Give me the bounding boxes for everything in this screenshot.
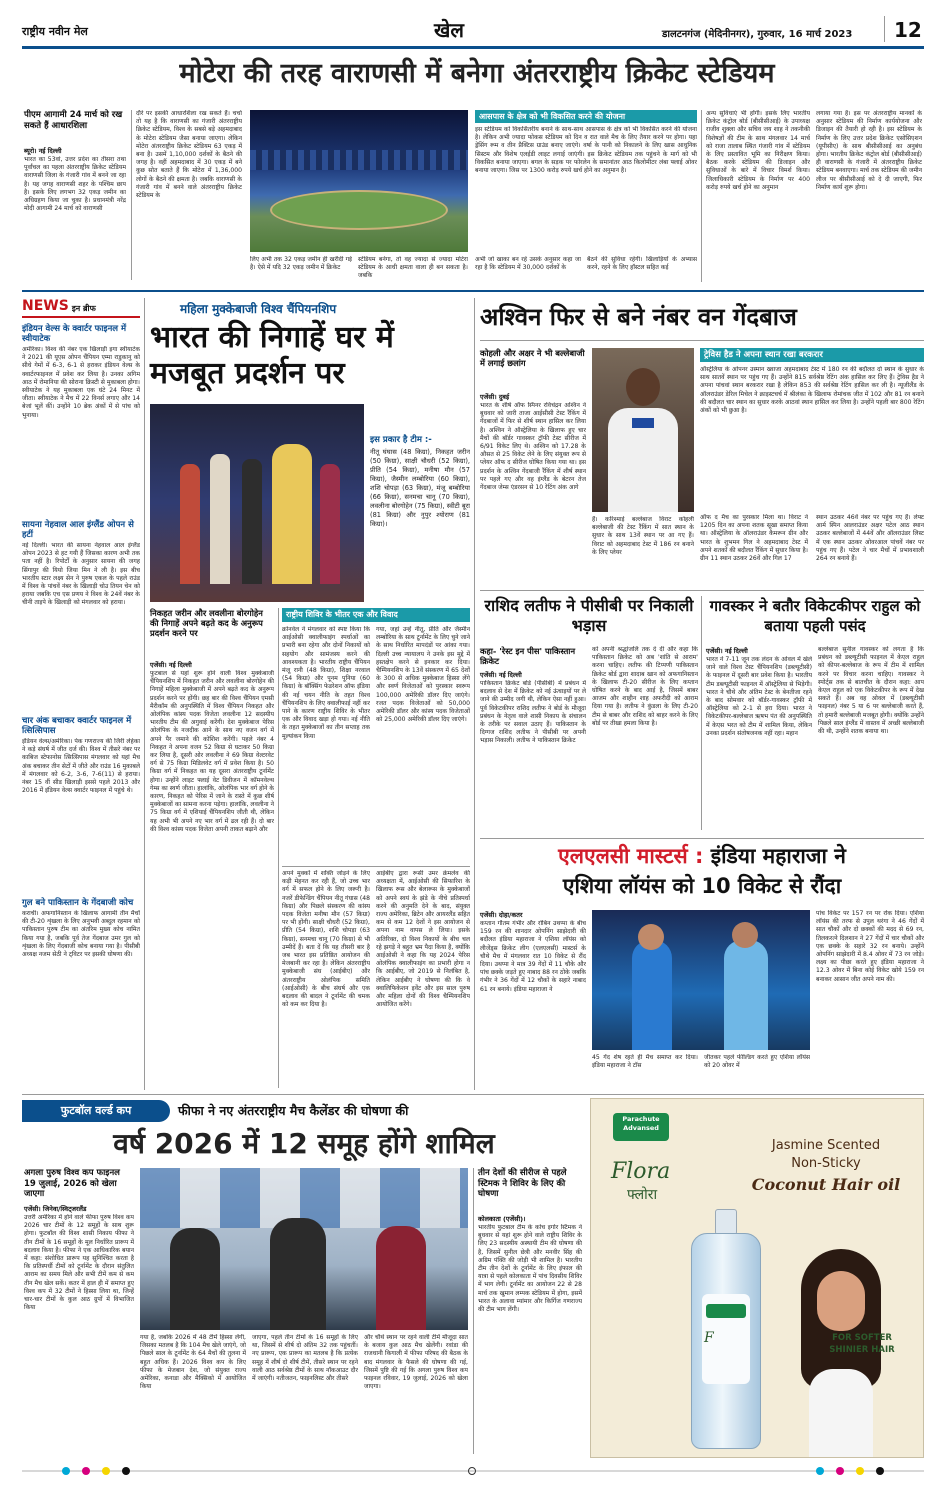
ad-tagline-2: SHINIER HAIR	[829, 1345, 895, 1355]
brief-title-3: चार अंक बचाकर क्वार्टर फाइनल में त्सित्सिपास	[22, 716, 132, 736]
rashid-headline: राशिद लतीफ ने पीसीबी पर निकाली भड़ास	[484, 596, 694, 635]
gavaskar-col-1: भारत ने 7-11 जून तक लंदन के ओवल में खेले जाने वाले विश्व टेस्ट चैंपियनशिप (डब्ल्यूटीसी) के फाइनल में दूसरी बार प्रवेश किया है। भारतीय टीम डब्ल्यूटीसी फाइनल में ऑस्ट्रेलिया से भिड़ेगी। भारत ने चौथे और अंतिम टेस्ट के बेनतीजा रहने के बाद सोमवार को बॉर्डर-गावस्कर ट्रॉफी में ऑस्ट्रेलिया को 2-1 से हरा दिया। भारत ने विकेटकीपर-बल्लेबाज ऋषभ पंत की अनुपस्थिति में केएस भरत को टीम में शामिल किया, लेकिन उनका प्रदर्शन संतोषजनक नहीं रहा। महान	[706, 656, 812, 737]
lead-col-8: लगाया गया है। इस पर अंतरराष्ट्रीय मानकों के अनुसार स्टेडियम की निर्माण कार्ययोजना और डिजाइन की तैयारी हो रही है। इस स्टेडियम के निर्माण के लिए उत्तर प्रदेश क्रिकेट एसोसिएशन (यूपीसीए) के साथ बीसीसीआई का अनुबंध होगा। भारतीय क्रिकेट कंट्रोल बोर्ड (बीसीसीआई) ही वाराणसी के गंजारी में अंतरराष्ट्रीय क्रिकेट स्टेडियम बनवाएगा। मार्च तक स्टेडियम की जमीन लीज पर बीसीसीआई को दे दी जाएगी, फिर निर्माण कार्य शुरू होगा।	[816, 110, 922, 191]
llc-headline-red: एलएलसी मास्टर्स :	[558, 844, 704, 868]
lead-col-5: अभी जो खाका बन रहे उसके अनुसार कहा जा रहा है कि स्टेडियम में 30,000 दर्शकों के	[475, 256, 581, 272]
ad-tagline-1: FOR SOFTER	[832, 1333, 892, 1343]
ad-bottle-word-hi: फ्लोरा	[627, 1187, 658, 1203]
brief-title-1: इंडियन वेल्स के क्वार्टर फाइनल में स्वीयाटेक	[22, 324, 127, 344]
football-col-1: उत्तरी अमेरिका में होने वाले फीफा पुरुष विश्व कप 2026 चार टीमों के 12 समूहों के साथ शुरू होगा। फुटबॉल की विश्व शासी निकाय फीफा ने तीन टीमों के 16 समूहों के मूल निर्धारित प्रारूप में बदलाव किया है। फीफा ने एक आधिकारिक बयान में कहा: संशोधित प्रारूप यह सुनिश्चित करता है कि प्रतिस्पर्धी टीमों को टूर्नामेंट के दौरान संतुलित आराम का समय मिले और सभी टीमें कम से कम तीन मैच खेल सकें। कतर में हाल ही में समाप्त हुए विश्व कप में 32 टीमों ने हिस्सा लिया था, जिन्हें चार-चार टीमों के कुल आठ ग्रुपों में विभाजित किया	[24, 1214, 134, 1312]
llc-photo	[592, 910, 810, 1050]
rashid-col-2: को अपनी श्रद्धांजलि तक दे दी और कहा कि पाकिस्तान क्रिकेट को अब 'शांति से आराम' करना चाहिए। लतीफ की टिप्पणी पाकिस्तान क्रिकेट बोर्ड द्वारा शादाब खान को अफगानिस्तान के खिलाफ टी-20 सीरीज के लिए कप्तान घोषित करने के बाद आई है, जिसमें बाबर आजम और शाहीन शाह अफरीदी को आराम दिया गया है। लतीफ ने कुंडला के लिए टी-20 टीम से बाबर और राशिद को बाहर करने के लिए बोर्ड पर तीखा हमला किया है।	[592, 646, 698, 727]
boxing-col-1: फुटबाल से यहां शुरू होने वाली विश्व मुक्केबाजी चैंपियनशिप में निकहत जरीन और लवलीना बोरगोहेन की निगाहें महिला मुक्केबाजी में अपने बढ़ते कद के अनुरूप प्रदर्शन करने पर होंगी। छह बार की विश्व चैंपियन एमसी मैरीकॉम की अनुपस्थिति में विश्व चैंपियन निकहत और ओलंपिक कांस्य पदक विजेता लवलीना 12 सदस्यीय भारतीय टीम की अगुवाई करेंगी। देश मुक्केबाज पेरिस ओलंपिक के नजदीक आने के साथ नए वजन वर्ग में अपने पैर जमाने की कोशिश करेंगी। पहले नंबर 4 निकहत ने अपना वजन 52 किग्रा से घटाकर 50 किग्रा कर लिया है, दूसरी ओर लवलीना ने 69 किग्रा वेल्टरवेट वर्ग से 75 किग्रा मिडिलवेट वर्ग में प्रवेश किया है। 50 किग्रा वर्ग में निकहत का यह दूसरा अंतरराष्ट्रीय टूर्नामेंट होगा। उन्होंने लाइट फ्लाई वेट डिवीजन में कॉमनवेल्थ गेम्स का स्वर्ण जीता। हालांकि, ओलंपिक भार वर्ग होने के कारण, निकहत को पेरिस में जाने के रास्ते में कुछ शीर्ष मुक्केबाजों का सामना करना पड़ेगा। हालांकि, लवलीना ने 75 किग्रा वर्ग में एशियाई चैंपियनशिप जीती थी, लेकिन यह अभी भी अपने नए भार वर्ग में ढल रही हैं। दो बार की विश्व कांस्य पदक विजेता अपनी ताकत बढ़ाने और	[150, 670, 274, 833]
bottle-icon: F	[691, 1233, 761, 1449]
brief-text-4: कराची। अफगानिस्तान के खिलाफ आगामी तीन मैचों की टी-20 शृंखला के लिए अनुभवी अब्दुल रहमान को पाकिस्तान पुरुष टीम का अंतरिम मुख्य कोच नामित किया गया है, जबकि पूर्व तेज गेंदबाज उमर गुल को शृंखला के लिए गेंदबाजी कोच बनाया गया है। पीसीबी अध्यक्ष नजम सेठी ने ट्विटर पर इसकी घोषणा की।	[22, 910, 140, 959]
page-number: 12	[894, 18, 922, 42]
rashid-col-1: पाकिस्तान क्रिकेट बोर्ड (पीसीबी) में प्रबंधन में बदलाव से देश में क्रिकेट को नई ऊंचाइयों पर ले जाने की उम्मीद जगी थी, लेकिन ऐसा नहीं हुआ। पूर्व विकेटकीपर राशिद लतीफ ने बोर्ड के मौजूदा प्रबंधन के नेतृत्व वाले शासी निकाय के संचालन के तरीके पर सवाल उठाए हैं। पाकिस्तान के दिग्गज राशिद लतीफ ने पीसीबी पर अपनी भड़ास निकाली। लतीफ ने पाकिस्तान क्रिकेट	[480, 680, 586, 745]
bottle-cap-icon	[715, 1209, 737, 1235]
head-title: ट्रेविस हैड ने अपना स्थान रखा बरकरार	[700, 348, 924, 362]
football-byline: एजेंसी। जिनेवा/स्विट्जरलैंड	[24, 1205, 87, 1213]
football-kicker: फीफा ने नए अंतरराष्ट्रीय मैच कैलेंडर की घोषणा की	[178, 1103, 409, 1118]
ashwin-byline: एजेंसी। दुबई	[480, 393, 510, 401]
boxing-headline: भारत की निगाहें घर में मजबूत प्रदर्शन पर	[150, 320, 394, 391]
rashid-byline: एजेंसी। नई दिल्ली	[480, 671, 522, 679]
team-title: इस प्रकार है टीम :-	[370, 435, 432, 445]
ashwin-col-4: स्थान उठकर 46वें नंबर पर पहुंच गए हैं। लेफ्ट आर्म स्पिन आलराउंडर अक्षर पटेल आठ स्थान उठकर बल्लेबाजों में 44वें और ऑलराउंडर लिस्ट में एक स्थान उठकर ओवरआल पांचवें नंबर पर पहुंच गए हैं। पटेल ने चार मैचों में प्रभावशाली 264 रन बनाये हैं।	[816, 514, 924, 563]
lead-headline: मोटेरा की तरह वाराणसी में बनेगा अंतरराष्ट्रीय क्रिकेट स्टेडियम	[179, 58, 775, 89]
news-label: NEWS	[22, 298, 69, 314]
ad-line-3: Coconut Hair oil	[751, 1175, 901, 1194]
football-label: फुटबॉल वर्ल्ड कप	[22, 1100, 170, 1122]
brief-text-1: अमेरिका। विश्व की नंबर एक खिलाड़ी इगा स्वीयाटेक ने 2021 की यूएस ओपन चैंपियन एम्मा राडुकानु को सीधे गेमों में 6-3, 6-1 से हराकर इंडियन वेल्स के क्वार्टरफाइनल में प्रवेश कर लिया है। उनका अगिम आठ में रोमानिया की सोराना क्रिस्टी से मुकाबला होगा। स्वीयाटेक ने यह मुकाबला एक घंटे 24 मिनट में जीता। स्वीयाटेक ने मैच में 22 विनर्स लगाए और 14 बेजां भूलें कीं। उन्होंने 10 ब्रेक अंकों में से पांच को भुनाया।	[22, 346, 140, 419]
boxing-sub-headline: निकहत जरीन और लवलीना बोरगोहेन की निगाहें अपने बढ़ते कद के अनुरूप प्रदर्शन करने पर	[150, 608, 263, 639]
ashwin-col-2: हैं। करिश्माई बल्लेबाज विराट कोहली बल्लेबाजी की टेस्ट रैंकिंग में सात स्थान के सुधार के साथ 13वें स्थान पर आ गए हैं। विराट को अहमदाबाद टेस्ट में 186 रन बनाने के लिए प्लेयर	[592, 516, 694, 556]
football-col-3: जाएगा, पहले तीन टीमों के 16 समूहों के लिए था, जिसमें से शीर्ष दो अंतिम 32 तक पहुंचतीं। नए प्रारूप, एक प्रारूप का मतलब है कि प्रत्येक समूह में शीर्ष दो शीर्ष टीमें, तीसरे स्थान पर रहने वाली आठ सर्वश्रेष्ठ टीमों के साथ नॉकआउट दौर में जाएंगी। नतीजतन, फाइनलिस्ट और तीसरे	[252, 1334, 358, 1383]
llc-headline-black: इंडिया महाराजा ने	[710, 844, 846, 868]
lead-col-3: लिए अभी तक 32 एकड़ जमीन ही खरीदी गई है। ऐसे में यदि 32 एकड़ जमीन में क्रिकेट	[250, 256, 352, 272]
team-text: नीतू घंघास (48 किग्रा), निकहत जरीन (50 किग्रा), साक्षी चौधरी (52 किग्रा), प्रीति (54 किग्रा), मनीषा मौन (57 किग्रा), जैस्मीन लम्बोरिया (60 किग्रा), शशि चोपड़ा (63 किग्रा), मंजू बम्बोरिया (66 किग्रा), सनमचा चानू (70 किग्रा), लवलीना बोरगोहेन (75 किग्रा), स्वीटी बूरा (81 किग्रा) और नुपुर श्योराण (81 किग्रा)।	[370, 448, 470, 528]
lead-col-4: स्टेडियम बनेगा, तो वह ज्यादा से ज्यादा मोटेरा स्टेडियम के आधी क्षमता वाला ही बन सकता है। जबकि	[358, 256, 468, 280]
fifa-photo	[140, 1168, 468, 1330]
hair-oil-ad[interactable]	[590, 1098, 924, 1458]
lead-col-6: बैठने की सुविधा रहेगी। खिलाड़ियों के अभ्यास करने, रहने के लिए हॉस्टल सहित कई	[587, 256, 697, 272]
llc-headline-line1	[480, 842, 924, 870]
camp-title: राष्ट्रीय शिविर के भीतर एक और विवाद	[282, 608, 470, 622]
football-col-2: गया है, जबकि 2026 में 48 टीमें हिस्सा लेंगी, जिसका मतलब है कि 104 मैच खेले जाएंगे, जो पिछले साल के टूर्नामेंट के 64 मैचों की तुलना में बहुत अधिक हैं। 2026 विश्व कप के लिए फीफा के मेजबान देश, जो संयुक्त राज्य अमेरिका, कनाडा और मैक्सिको में आयोजित किया	[140, 1334, 246, 1391]
football-col-4: और चौथे स्थान पर रहने वाली टीमें मौजूदा सात के बजाय कुल आठ मैच खेलेंगी। रवांडा की राजधानी किगाली में फीफा परिषद की बैठक के बाद मंगलवार के फैसले की घोषणा की गई, जिसमें पुष्टि की गई कि अगला पुरुष विश्व कप फाइनल रविवार, 19 जुलाई, 2026 को खेला जाएगा।	[364, 1334, 468, 1391]
football-sub-headline: अगला पुरुष विश्व कप फाइनल 19 जुलाई, 2026 को खेला जाएगा	[24, 1168, 120, 1199]
masthead-rule	[22, 46, 924, 49]
lead-col-2: दौरे पर इसकी आधारशिला रख सकते हैं। चर्चा तो यह है कि वाराणसी का गंजारी अंतरराष्ट्रीय क्रिकेट स्टेडियम, विश्व के सबसे बड़े अहमदाबाद के मोटेरा स्टेडियम जैसा बनाया जाएगा। लेकिन मोटेरा अंतरराष्ट्रीय क्रिकेट स्टेडियम 63 एकड़ में बना है। उसमें 1,10,000 दर्शकों के बैठने की जगह है। वहीं अहमदाबाद में 30 एकड़ में बने कुछ सोत बताते हैं कि मोटेरा में 1,36,000 लोगों के बैठने की क्षमता है। जबकि वाराणसी के गंजारी गांव में बनने वाले अंतरराष्ट्रीय क्रिकेट स्टेडियम के	[136, 110, 242, 200]
boxing-kicker: महिला मुक्केबाजी विश्व चैंपियनशिप	[180, 302, 337, 316]
head-text: ऑस्ट्रेलिया के ओपनर उस्मान ख्वाजा अहमदाबाद टेस्ट में 180 रन की बदौलत दो स्थान के सुधार के साथ सातवें स्थान पर पहुंच गए हैं। उन्होंने 815 सर्वश्रेष्ठ रेटिंग अंक हासिल कर लिए हैं। ट्रेविस हैड ने अपना पांचवां स्थान बरकरार रखा है लेकिन 853 की सर्वश्रेष्ठ रेटिंग हासिल कर ली है। न्यूजीलैंड के ऑलराउंडर डेरिल मिचेल ने क्राइस्टचर्च में श्रीलंका के खिलाफ रोमांचक जीत में 102 और 81 रन बनाने की बदौलत चार स्थान का सुधार करके आठवां स्थान हासिल कर लिया है। उन्होंने पहली बार 800 रेटिंग अंकों को भी छुआ है।	[700, 366, 924, 415]
gavaskar-byline: एजेंसी। नई दिल्ली	[706, 647, 748, 655]
llc-col-3: पांच विकेट पर 157 रन पर रोक दिया। एशिया लॉयंस की तरफ से उपुल थरंगा ने 46 गेंदों में सात चौकों और दो छक्कों की मदद से 69 रन, तिलकरत्ने दिलशान ने 27 गेंदों में चार चौकों और एक छक्के के सहारे 32 रन बनाये। उन्होंने ओपनिंग साझेदारी में 8.4 ओवर में 73 रन जोड़े। लक्ष्य का पीछा करते हुए इंडिया महाराजा ने 12.3 ओवर में बिना कोई विकेट खोये 159 रन बनाकर आसान जीत अपने नाम की।	[816, 910, 924, 983]
gavaskar-headline: गावस्कर ने बतौर विकेटकीपर राहुल को बताया पहली पसंद	[709, 597, 921, 635]
lead-col-1: भारत का 53वां, उत्तर प्रदेश का तीसरा तथा पूर्वांचल का पहला अंतरराष्ट्रीय क्रिकेट स्टेडियम वाराणसी जिला के गंजारी गांव में बनने जा रहा है। यह जगह वाराणसी शहर के पश्चिम छाप है। इसके लिए लगभग 32 एकड़ जमीन का अधिग्रहण किया जा चुका है। प्रधानमंत्री नरेंद्र मोदी आगामी 24 मार्च को वाराणसी	[24, 156, 126, 213]
ashwin-headline: अश्विन फिर से बने नंबर वन गेंदबाज	[480, 303, 797, 331]
llc-col-2: 45 गेंद शेष रहते ही मैच समाप्त कर दिया। इंडिया महाराजा ने टॉस	[592, 1054, 698, 1070]
ashwin-sub-headline: कोहली और अक्षर ने भी बल्लेबाजी में लगाई छलांग	[480, 348, 585, 368]
ad-line-2: Non-Sticky	[791, 1156, 861, 1171]
brand-logo: Parachute Advansed	[613, 1113, 669, 1141]
print-registration-bar	[22, 1466, 924, 1476]
divider	[884, 16, 885, 42]
stimac-byline: कोलकाता (एजेंसी)।	[478, 1215, 526, 1223]
llc-col-2-tail: जीतकर पहले फील्डिंग करते हुए एशिया लॉयंस को 20 ओवर में	[704, 1054, 810, 1070]
brief-title-2: सायना नेहवाल आल इंग्लैंड ओपन से हटीं	[22, 520, 134, 540]
yojana-text: इस स्टेडियम को विकसितरीय बनाने के साथ-साथ आसपास के क्षेत्र को भी विकसित करने की योजना है। लेकिन अभी ज्यादा फोकस स्टेडियम को दिन व रात वाले मैच के लिए तैयार करने पर होगा। यहा ड्रेसिंग रूम व तीन प्रैक्टिस ग्राउंड बनाए जाएंगे। वर्षा के पानी को निकालने के लिए खास आधुनिक सिस्टम और विशेष एलईडी लाइट लगाई जाएंगी। इस क्रिकेट स्टेडियम तक पहुंचने के मार्ग को भी विकसित बनाया जाएगा। बगल के सड़क पर फोरलेन के समानांतर आठ किलोमीटर लंबा फ्लाई ओवर बनाया जाएगा। जिस पर 1300 करोड़ रुपये खर्च होने का अनुमान है।	[475, 126, 697, 175]
dateline: डालटनगंज (मेदिनीनगर), गुरुवार, 16 मार्च 2023	[662, 29, 853, 40]
llc-byline: एजेंसी। दोहा/कतर	[480, 911, 523, 919]
ashwin-col-1: भारत के शीर्ष ऑफ स्पिनर रविचंद्रन अश्विन ने बुधवार को जारी ताजा आईसीसी टेस्ट रैंकिंग में गेंदबाजों में फिर से शीर्ष स्थान हासिल कर लिया है। अश्विन ने ऑस्ट्रेलिया के खिलाफ हुए चार मैचों की बॉर्डर गावस्कर ट्रॉफी टेस्ट सीरीज में 6/91 विकेट लिए थे। अश्विन को 17.28 के औसत से 25 विकेट लेने के लिए संयुक्त रूप से प्लेयर ऑफ द सीरीज घोषित किया गया था। इस प्रदर्शन के अश्विन गेंदबाजी रैंकिंग में शीर्ष स्थान पर पहले गए और वह इंग्लैंड के बेटरन तेज गेंदबाज जेम्स एंडरसन से 10 रेटिंग अंक आगे	[480, 402, 586, 492]
stadium-photo	[250, 110, 468, 252]
boxing-col-3: आईबीए द्वारा रूसी उमर क्रेमलेव की अध्यक्षता में, आईओसी की सिफारिश के खिलाफ रूस और बेलारूस के मुक्केबाजों को अपने स्वयं के झंडे के नीचे प्रतिस्पर्धा करने की अनुमति देने के बाद, संयुक्त राज्य अमेरिका, ब्रिटेन और आयरलैंड सहित कम से कम 12 देशों ने इस आयोजन से अपना नाम वापस ले लिया। इसके अतिरिक्त, दो विश्व निकायों के बीच चल रहे झगड़े ने बहुत भ्रम पैदा किया है, क्योंकि आईओसी ने कहा कि यह 2024 पेरिस ओलंपिक क्वालीफाइंग का प्रभारी होगा न कि आईबीए, जो 2019 से निलंबित है, लेकिन आईबीए ने घोषणा की कि वे क्वालिफिकेशन इवेंट और इस साल पुरुष और महिला दोनों की विश्व चैम्पियनशिप आयोजित करेंगे।	[376, 870, 470, 1009]
brief-label: इन ब्रीफ	[71, 304, 96, 313]
stimac-headline: तीन देशों की सीरीज से पहले स्टिमक ने शिविर के लिए की घोषणा	[478, 1168, 567, 1199]
boxing-photo	[150, 404, 364, 602]
camp-col-2: गया, जहां उन्हें नीतू, प्रीति और जैस्मीन लम्बोरिया के साथ टूर्नामेंट के लिए चुने जाने के साथ निर्धारित मापदंडों पर आंका गया। दिल्ली उच्च न्यायालय ने उनके इस मुद्दे में हस्तक्षेप करने से इनकार कर दिया। चैम्पियनशिप के 13वें संस्करण में 65 देशों के 300 से अधिक मुक्केबाज हिस्सा लेंगे और स्वर्ण विजेताओं को पुरस्कार स्वरूप 100,000 अमेरिकी डॉलर दिए जाएंगे। रजत पदक विजेताओं को 50,000 अमेरिकी डॉलर और कांस्य पदक विजेताओं को 25,000 अमेरिकी डॉलर दिए जाएंगे।	[376, 626, 470, 724]
lead-side-headline: पीएम आगामी 24 मार्च को रख सकते हैं आधारशिला	[24, 110, 123, 131]
boxing-byline: एजेंसी। नई दिल्ली	[150, 661, 192, 669]
paper-name: राष्ट्रीय नवीन मेल	[22, 25, 88, 38]
ashwin-photo	[592, 348, 694, 512]
brief-title-4: गुल बने पाकिस्तान के गेंदबाजी कोच	[22, 898, 134, 908]
gavaskar-col-2: बल्लेबाज सुनील गावस्कर को लगता है कि प्रबंधन को डब्ल्यूटीसी फाइनल में केएल राहुल को कीपर-बल्लेबाज के रूप में टीम में शामिल करने पर विचार करना चाहिए। गावस्कर ने स्पोर्ट्स तक से बातचीत के दौरान कहा: आप केएल राहुल को एक विकेटकीपर के रूप में देख सकते हैं। अब वह ओवल में (डब्ल्यूटीसी फाइनल) नंबर 5 या 6 पर बल्लेबाजी करते हैं, तो हमारी बल्लेबाजी मजबूत होगी। क्योंकि उन्होंने पिछले साल इंग्लैंड में वास्तव में अच्छी बल्लेबाजी की थी, उन्होंने शतक बनाया था।	[818, 646, 924, 736]
camp-col-1: क्रोनवेल ने मंगलवार को स्पष्ट किया कि आईओसी क्वालीफाइंग स्पर्धाओं का प्रभारी बना रहेगा और दोनों निकायों को सहयोग और सामंजस्य करने की आवश्यकता है। भारतीय राष्ट्रीय चैंपियन मंजू रानी (48 किग्रा), शिक्षा नरवाल (54 किग्रा) और पूनम पूनिया (60 किग्रा) के बॉक्सिंग फेडरेशन ऑफ इंडिया की नई चयन नीति के तहत विश्व चैंपियनशिप के लिए क्वालीफाई नहीं कर पाने के कारण राष्ट्रीय शिविर के भीतर एक और विवाद खड़ा हो गया। नई नीति के तहत मुक्केबाजों का तीन सप्ताह तक मूल्यांकन किया	[282, 626, 370, 740]
lead-byline: ब्यूरो। नई दिल्ली	[24, 147, 62, 155]
ad-line-1: Jasmine Scented	[771, 1138, 881, 1153]
football-headline: वर्ष 2026 में 12 समूह होंगे शामिल	[113, 1127, 495, 1160]
llc-headline-line2: एशिया लॉयंस को 10 विकेट से रौंदा	[562, 874, 842, 898]
masthead	[22, 14, 924, 44]
rashid-sub-headline: कहा- 'रेस्ट इन पीस' पाकिस्तान क्रिकेट	[480, 646, 576, 666]
lead-col-7: अन्य सुविधाएं भी होंगी। इसके लिए भारतीय क्रिकेट कंट्रोल बोर्ड (बीसीसीआई) के उपाध्यक्ष राजीव शुक्ला और सचिव जय शाह ने तकनीकी विशेषज्ञों की टीम के साथ मंगलवार 14 मार्च को राजा तालाब स्थित गंजारी गांव में स्टेडियम के लिए प्रस्तावित भूमि का निरीक्षण किया। बैठक करके स्टेडियम की डिजाइन और सुविधाओं के बारे में विचार विमर्श किया। जिलाधिकारी स्टेडियम के निर्माण पर 400 करोड़ रुपये खर्च होने का अनुमान	[706, 110, 810, 191]
stimac-text: भारतीय फुटबाल टीम के कोच इगोर स्टिमक ने बुधवार से यहां शुरू होने वाले राष्ट्रीय शिविर के लिए 23 सदस्यीय अस्थायी टीम की घोषणा की है, जिसमें सुनील छेत्री और मनवीर सिंह की अग्रिम पंक्ति की जोड़ी भी शामिल है। भारतीय टीम तीन देशों के टूर्नामेंट के लिए इंफाल की यात्रा से पहले कोलकाता में पांच दिवसीय शिविर में भाग लेगी। टूर्नामेंट का आयोजन 22 से 28 मार्च तक खुमान लम्पक स्टेडियम में होगा, इसमें भारत के अलावा म्यांमार और किर्गिज गणराज्य की टीम भाग लेंगी।	[478, 1224, 582, 1314]
section-title: खेल	[434, 18, 464, 42]
llc-col-1: कप्तान गौतम गंभीर और रोबिन उथप्पा के बीच 159 रन की शानदार ओपनिंग साझेदारी की बदौलत इंडिया महाराजा ने एशिया लॉयंस को लीजेंड्स क्रिकेट लीग (एलएलसी) मास्टर्स के चौथे मैच में मंगलवार रात 10 विकेट से रौंद दिया। उथप्पा ने मात्र 39 गेंदों में 11 चौके और पांच छक्के जड़ते हुए नाबाद 88 रन ठोके जबकि गंभीर ने 36 गेंदों में 12 चौकों के सहारे नाबाद 61 रन बनाये। इंडिया महाराजा ने	[480, 920, 586, 993]
brief-text-3: इंडियन वेल्स/अमेरिका। पेक गणराज्य की जिरी लेहेका ने कड़े संघर्ष में जीत दर्ज की। विश्व में तीसरे नंबर पर काबिज स्टेफानोस त्सित्सिपास मंगलवार को यहां मैच अंक बचाकर तीन सेटों में जीते और राउंड 16 मुकाबले में मंगलवार को 6-2, 3-6, 7-6(11) से हराया। नंबर 15 वीं सीड खिलाड़ी इससे पहले 2013 और 2016 में इंडियन वेल्स क्वार्टर फाइनल में पहुंचे थे।	[22, 738, 140, 795]
ad-bottle-word: Flora	[611, 1159, 671, 1184]
boxing-col-2: अपने मुक्कों में शक्ति जोड़ने के लिए कड़ी मेहनत कर रही हैं, जो उच्च भार वर्ग में सफल होने के लिए जरूरी है। नजरें डीफेन्डिंग चैंपियन नीतू गंघास (48 किग्रा) और पिछले संस्करण की कांस्य पदक विजेता मनीषा मौन (57 किग्रा) पर भी होंगी। साक्षी चौधरी (52 किग्रा), प्रीति (54 किग्रा), शशि चोपड़ा (63 किग्रा), सनमचा चानू (70 किग्रा) से भी उम्मीदें हैं। बता दें कि यह तीसरी बार है जब भारत इस प्रतिष्ठित आयोजन की मेजबानी कर रहा है। लेकिन अंतरराष्ट्रीय मुक्केबाजी संघ (आईबीए) और अंतरराष्ट्रीय ओलंपिक समिति (आईओसी) के बीच संघर्ष और एक बदलाव की बादल ने टूर्नामेंट की चमक को कम कर दिया है।	[282, 870, 370, 1009]
ashwin-col-3: ऑफ द मैच का पुरस्कार मिला था। विराट ने 1205 दिन का अपना शतक सूखा समाप्त किया था। ऑस्ट्रेलिया के ऑलराउंडर कैमरून ग्रीन और भारत के शुभमन गिल ने अहमदाबाद टेस्ट में अपने शतकों की बदौलत रैंकिंग में सुधार किया है। ग्रीन 11 स्थान उठकर 26वें और गिल 17	[700, 514, 808, 563]
brief-text-2: नई दिल्ली। भारत की सायना नेहवाल आल इंग्लैंड ओपन 2023 से हट गयी हैं जिसका कारण अभी तक पता नहीं है। रिपोर्टों के अनुसार सायना की जगह सिंगापुर की यियो जिया मिन ने ली है। इस बीच भारतीय स्टार लक्ष्य सेन ने पुरुष एकल के पहले राउंड में विश्व के पांचवें नंबर के खिलाड़ी चोउ तियन चेन को हराया जबकि एच एस प्रणय ने विश्व के 24वें नंबर के चीनी ताइपे के खिलाड़ी को मंगलवार को हराया।	[22, 542, 140, 607]
yojana-title: आसपास के क्षेत्र को भी विकसित करने की योजना	[475, 110, 697, 123]
